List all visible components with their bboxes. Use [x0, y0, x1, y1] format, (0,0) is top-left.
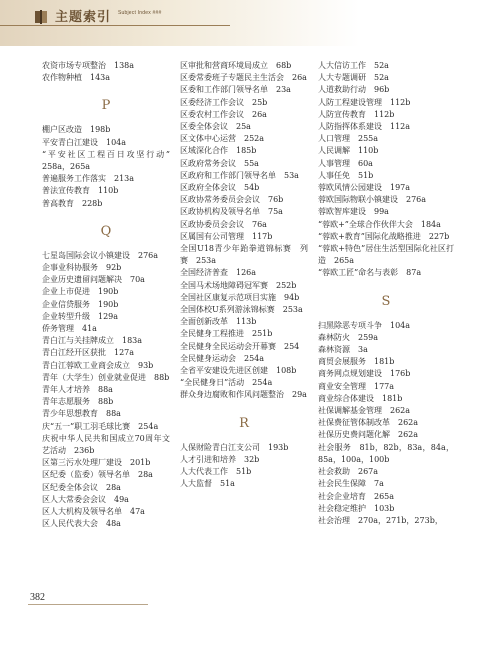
index-entry: 人事任免 51b	[318, 170, 374, 180]
index-column-1	[42, 60, 178, 531]
index-entry: 蓉欧智库建设 99a	[318, 207, 389, 217]
index-entry: 全国社区康复示范项目实施 94b	[180, 292, 300, 302]
index-entry: 区审批和营商环境局成立 68b	[180, 61, 292, 70]
index-entry: 全面创新改革 113b	[180, 317, 257, 327]
index-entry: 区纪委（监委）领导名单 28a	[42, 470, 153, 480]
index-entry: 社保调解基金管理 262a	[318, 406, 411, 416]
index-section-letter: Q	[100, 223, 112, 239]
index-column-2	[180, 60, 308, 491]
index-entry: 区属国有公司管理 117b	[180, 231, 273, 241]
index-entry: 区委农村工作会议 26a	[180, 109, 267, 119]
index-entry: 森林资源 3a	[318, 345, 368, 355]
index-entry: “蓉欧工匠”命名与表彰 87a	[318, 268, 422, 278]
index-entry: 七星岛国际会议小镇建设 276a	[42, 250, 159, 260]
index-entry: 区委常委班子专题民主生活会 26a	[180, 73, 307, 83]
index-entry: 商务网点规划建设 176b	[318, 369, 411, 379]
index-entry: 全省平安建设先进区创建 108b	[180, 366, 297, 376]
index-entry: “蓉欧+”全球合作伙伴大会 184a	[318, 219, 441, 229]
index-entry: 社会治理 270a，271b，273b，	[318, 515, 443, 525]
index-entry: 企业历史遗留问题解决 70a	[42, 275, 145, 285]
index-entry: 社会服务 81b，82b，83a，84a，85a，100a，100b	[318, 442, 454, 464]
index-entry: 庆“五一”职工羽毛球比赛 254a	[42, 421, 159, 431]
index-entry: 人大专题调研 52a	[318, 73, 389, 83]
index-entry: 青年（大学生）创业就业促进 88b	[42, 372, 170, 382]
index-entry: “平安社区工程百日攻坚行动” 258a，265a	[42, 149, 178, 172]
index-entry: 商贸会展服务 181b	[318, 357, 395, 367]
index-entry: “蓉欧+教育”国际化战略推进 227b	[318, 231, 450, 241]
index-entry: 区政府常务会议 55a	[180, 158, 259, 168]
page-header-title: 主题索引	[55, 10, 112, 25]
index-section-letter: R	[239, 415, 249, 431]
index-entry: 青白江蓉欧工业商会成立 93b	[42, 360, 154, 370]
index-entry: 区政协常务委员会会议 76b	[180, 195, 284, 205]
book-logo-icon	[34, 9, 48, 25]
page-header-subtitle: Subject Index ###	[118, 10, 162, 16]
page-number: 382	[30, 592, 45, 603]
index-entry: 社会企业培育 265a	[318, 491, 395, 501]
index-entry: 区人民代表大会 48a	[42, 519, 121, 529]
index-entry: 区文体中心运营 252a	[180, 134, 265, 144]
index-entry: “全民健身日”活动 254a	[180, 378, 273, 388]
index-entry: 全民健身全民运动会开幕赛 254	[180, 341, 300, 351]
index-entry: “蓉欧+特色”居住生活型国际化社区打造 265a	[318, 244, 454, 266]
index-entry: 农作物种植 143a	[42, 73, 111, 83]
index-entry: 普法宣传教育 110b	[42, 186, 119, 196]
index-entry: 区委全体会议 25a	[180, 122, 251, 132]
index-entry: 区第三污水处理厂建设 201b	[42, 458, 151, 468]
index-entry: 棚户区改造 198b	[42, 125, 111, 135]
index-entry: 人大代表工作 51b	[180, 467, 252, 477]
index-entry: 全国马术场地障碍冠军赛 252b	[180, 280, 297, 290]
index-entry: 青年人才培养 88a	[42, 385, 113, 395]
index-entry: 蓉欧国际物联小镇建设 276a	[318, 195, 427, 205]
index-entry: 侨务管理 41a	[42, 324, 97, 334]
index-entry: 森林防火 259a	[318, 332, 379, 342]
index-entry: 扫黑除恶专项斗争 104a	[318, 320, 411, 330]
index-entry: 人事管理 60a	[318, 158, 373, 168]
header-divider	[0, 25, 230, 26]
index-entry: 区域深化合作 185b	[180, 146, 257, 156]
index-entry: 人防宣传教育 112b	[318, 109, 395, 119]
index-entry: 区纪委全体会议 28a	[42, 482, 121, 492]
index-entry: 区政协委员会会议 76a	[180, 219, 267, 229]
index-entry: 蓉欧风情公园建设 197a	[318, 183, 411, 193]
index-entry: 全国U18青少年跆拳道锦标赛 列赛 253a	[180, 244, 308, 266]
index-entry: 普高教育 228b	[42, 198, 103, 208]
footer-divider	[28, 604, 148, 605]
index-entry: 人防工程建设管理 112b	[318, 97, 411, 107]
index-entry: 全国经济普查 126a	[180, 268, 257, 278]
index-entry: 全民健身工程推进 251b	[180, 329, 273, 339]
index-entry: 人防指挥体系建设 112a	[318, 122, 411, 132]
index-entry: 区委和工作部门领导名单 23a	[180, 85, 291, 95]
index-section-letter: P	[101, 98, 111, 114]
index-entry: 普遍服务工作落实 213a	[42, 174, 135, 184]
index-entry: 社保历史费问题化解 262a	[318, 430, 419, 440]
index-entry: 商业安全管理 177a	[318, 381, 395, 391]
index-entry: 人保财险青白江支公司 193b	[180, 442, 289, 452]
index-entry: 人口管理 255a	[318, 134, 379, 144]
index-entry: 企事业科协服务 92b	[42, 263, 122, 273]
index-entry: 全国体校U系列游泳锦标赛 253a	[180, 305, 303, 315]
index-entry: 企业转型升级 129a	[42, 311, 119, 321]
index-entry: 庆祝中华人民共和国成立70周年文艺活动 236b	[42, 433, 170, 456]
index-entry: 群众身边腐败和作风问题整治 29a	[180, 390, 307, 400]
index-entry: 区政府和工作部门领导名单 53a	[180, 170, 299, 180]
index-entry: 人民调解 110b	[318, 146, 379, 156]
index-section-letter: S	[381, 293, 391, 309]
index-entry: 商业综合体建设 181b	[318, 393, 403, 403]
index-entry: 社会民生保障 7a	[318, 479, 384, 489]
index-entry: 全民健身运动会 254a	[180, 353, 265, 363]
index-entry: 人道救助行动 96b	[318, 85, 390, 95]
index-entry: 企业上市促进 190b	[42, 287, 119, 297]
index-entry: 区政府全体会议 54b	[180, 183, 260, 193]
index-entry: 青少年思想教育 88a	[42, 409, 121, 419]
index-entry: 区人大常委会会议 49a	[42, 494, 129, 504]
index-column-3	[318, 60, 454, 527]
index-entry: 区委经济工作会议 25b	[180, 97, 268, 107]
index-entry: 青白江与关挂牌成立 183a	[42, 336, 143, 346]
index-entry: 青年志愿服务 88b	[42, 397, 114, 407]
index-entry: 社会救助 267a	[318, 467, 379, 477]
page-header	[0, 0, 480, 46]
index-entry: 区人大机构及领导名单 47a	[42, 507, 145, 517]
index-entry: 人大监督 51a	[180, 479, 235, 489]
index-entry: 社保费征管体制改革 262a	[318, 418, 419, 428]
index-entry: 人才引进和培养 32b	[180, 454, 260, 464]
index-entry: 企业信贷服务 190b	[42, 299, 119, 309]
index-entry: 平安青白江建设 104a	[42, 137, 127, 147]
index-entry: 社会稳定维护 103b	[318, 503, 395, 513]
index-entry: 人大信访工作 52a	[318, 61, 389, 70]
index-entry: 青白江经开区获批 127a	[42, 348, 135, 358]
index-entry: 农资市场专项整治 138a	[42, 61, 135, 70]
index-entry: 区政协机构及领导名单 75a	[180, 207, 283, 217]
